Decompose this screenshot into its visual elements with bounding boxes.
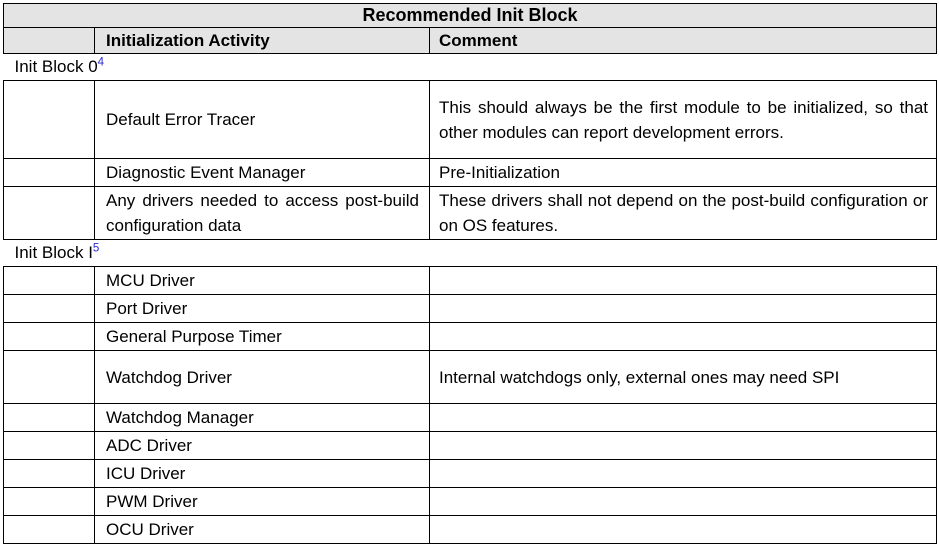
section-row-init-block-0: [4, 54, 937, 81]
footnote-ref-link[interactable]: 4: [97, 56, 105, 69]
header-cell-comment: Comment: [430, 28, 937, 54]
empty-cell: [4, 488, 95, 516]
comment-cell: [430, 516, 937, 544]
footnote-ref-link[interactable]: 5: [92, 242, 100, 255]
table-row: [4, 404, 937, 432]
table-row: [4, 187, 937, 240]
recommended-init-block-table: [3, 3, 937, 544]
section-label: Init Block 0: [14, 57, 98, 76]
activity-cell: Watchdog Driver: [95, 351, 430, 404]
section-cell: [4, 240, 937, 267]
activity-cell: Any drivers needed to access post-build configuration data: [95, 187, 430, 240]
empty-cell: [4, 516, 95, 544]
comment-cell: [430, 404, 937, 432]
comment-cell: These drivers shall not depend on the post-build configuration or on OS features.: [430, 187, 937, 240]
comment-cell: Pre-Initialization: [430, 159, 937, 187]
section-label: Init Block I: [14, 243, 93, 262]
header-cell-activity: Initialization Activity: [95, 28, 430, 54]
table-row: [4, 460, 937, 488]
activity-cell: Default Error Tracer: [95, 81, 430, 159]
activity-cell: OCU Driver: [95, 516, 430, 544]
comment-cell: [430, 295, 937, 323]
activity-cell: Diagnostic Event Manager: [95, 159, 430, 187]
table-row: [4, 159, 937, 187]
activity-cell: Watchdog Manager: [95, 404, 430, 432]
table-row: [4, 351, 937, 404]
comment-cell: [430, 323, 937, 351]
activity-cell: Port Driver: [95, 295, 430, 323]
empty-cell: [4, 187, 95, 240]
comment-cell: [430, 460, 937, 488]
activity-cell: PWM Driver: [95, 488, 430, 516]
table-row: [4, 81, 937, 159]
activity-cell: MCU Driver: [95, 267, 430, 295]
comment-cell: This should always be the first module to be initialized, so that other modules can report development errors.: [430, 81, 937, 159]
empty-cell: [4, 404, 95, 432]
table-row: [4, 488, 937, 516]
table-title-row: [4, 4, 937, 28]
comment-cell: [430, 267, 937, 295]
table-row: [4, 267, 937, 295]
table-row: [4, 516, 937, 544]
table-row: [4, 295, 937, 323]
empty-cell: [4, 432, 95, 460]
table-header-row: [4, 28, 937, 54]
activity-cell: ADC Driver: [95, 432, 430, 460]
table-row: [4, 432, 937, 460]
empty-cell: [4, 351, 95, 404]
empty-cell: [4, 159, 95, 187]
comment-cell: [430, 488, 937, 516]
header-cell-empty: [4, 28, 95, 54]
section-row-init-block-i: [4, 240, 937, 267]
empty-cell: [4, 81, 95, 159]
empty-cell: [4, 295, 95, 323]
empty-cell: [4, 267, 95, 295]
empty-cell: [4, 460, 95, 488]
empty-cell: [4, 323, 95, 351]
table-row: [4, 323, 937, 351]
activity-cell: ICU Driver: [95, 460, 430, 488]
activity-cell: General Purpose Timer: [95, 323, 430, 351]
table-title: Recommended Init Block: [4, 4, 937, 28]
comment-cell: [430, 432, 937, 460]
comment-cell: Internal watchdogs only, external ones may need SPI: [430, 351, 937, 404]
section-cell: [4, 54, 937, 81]
